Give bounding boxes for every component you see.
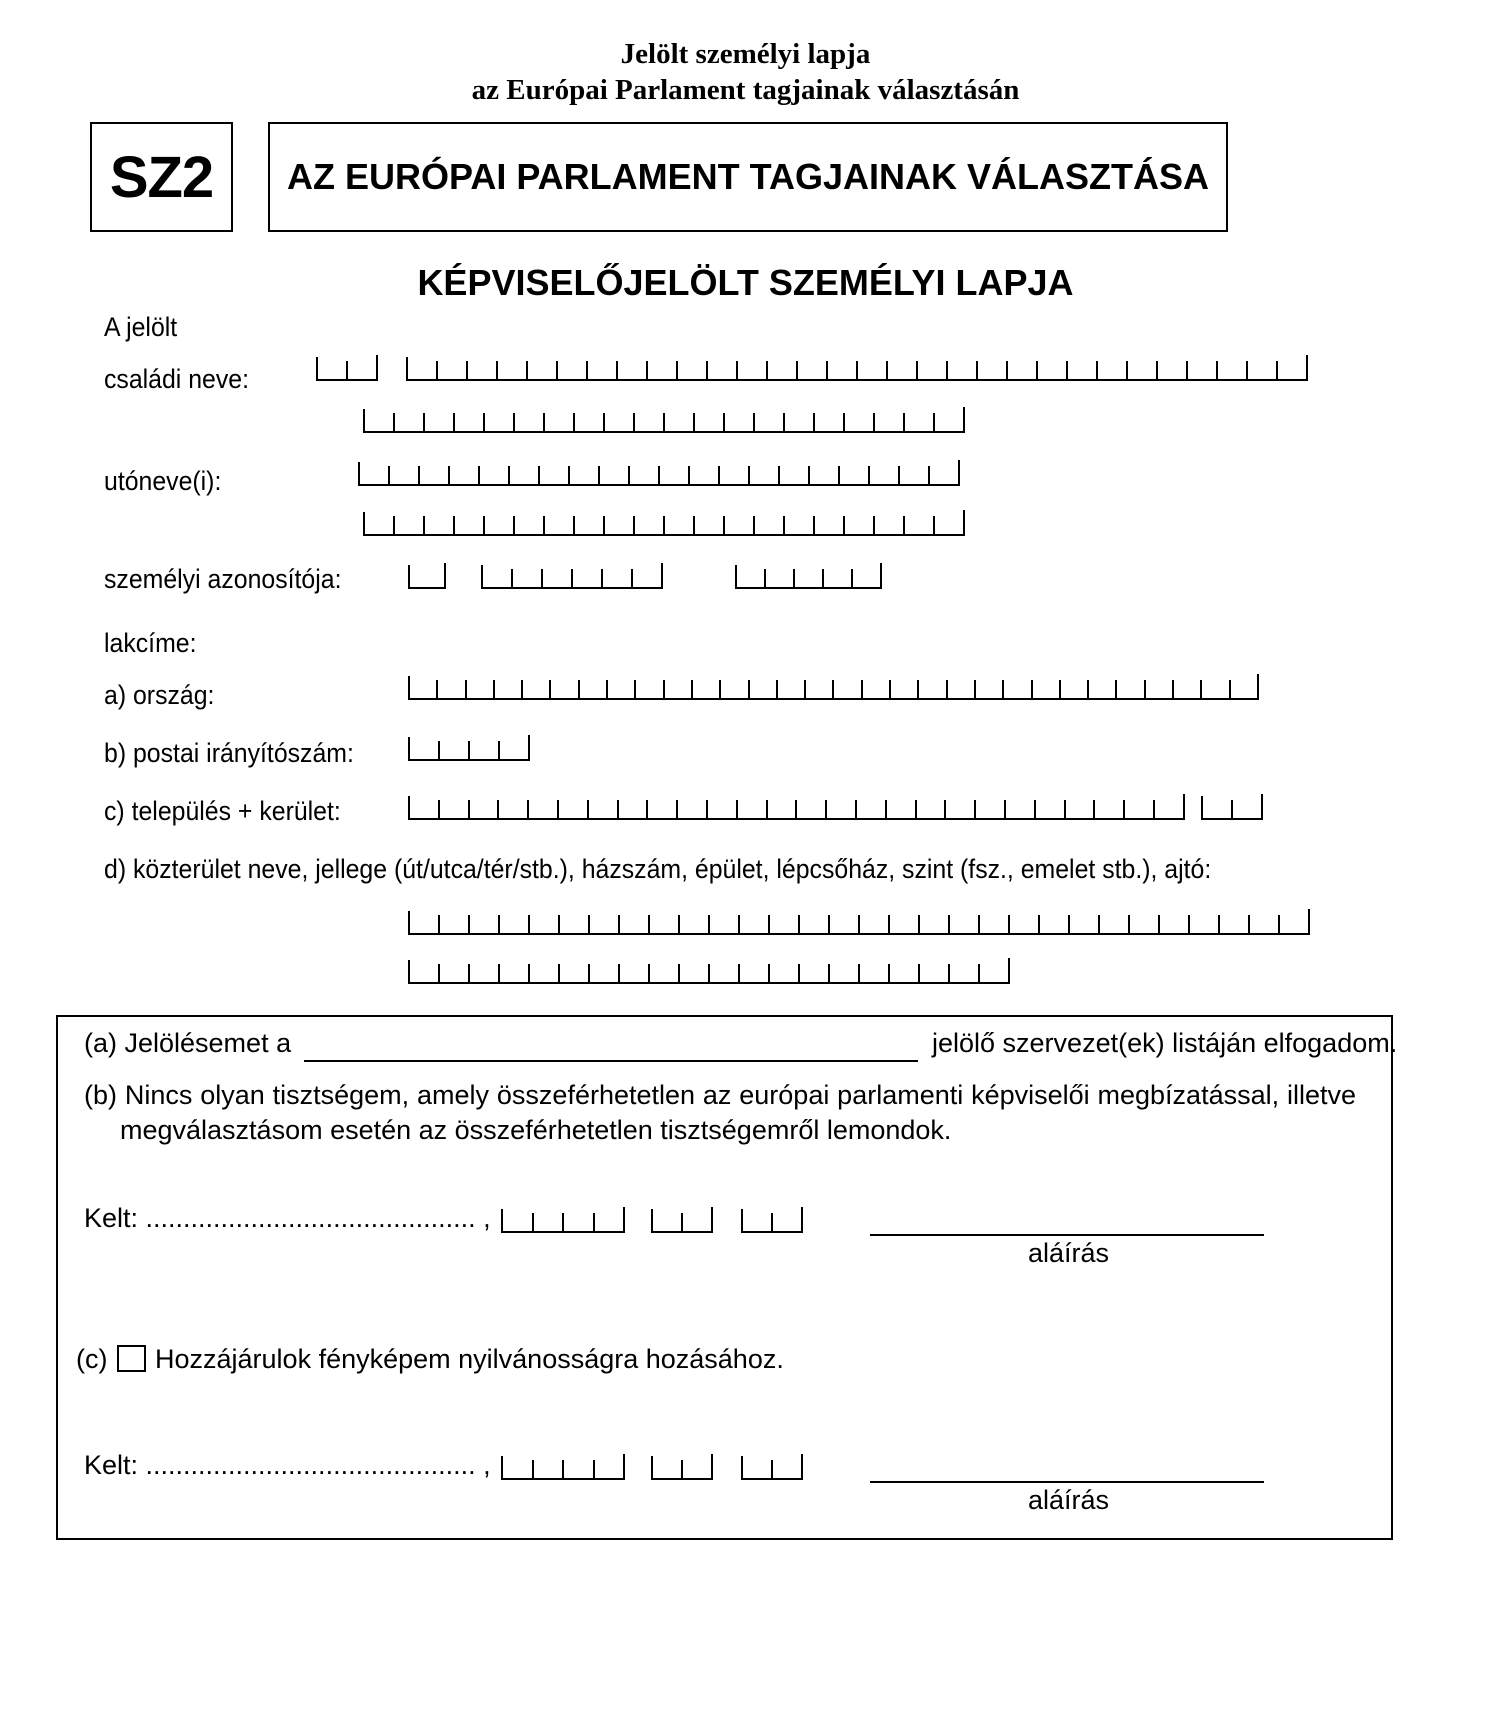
char-cell[interactable]	[635, 516, 665, 534]
char-cell[interactable]	[1006, 800, 1036, 818]
char-cell[interactable]	[810, 466, 840, 484]
char-cell[interactable]	[510, 466, 540, 484]
char-cell[interactable]	[680, 915, 710, 933]
char-cell[interactable]	[870, 466, 900, 484]
char-cell[interactable]	[815, 516, 845, 534]
char-cell[interactable]	[1231, 674, 1259, 698]
char-cell[interactable]	[725, 413, 755, 431]
char-cell[interactable]	[573, 569, 603, 587]
char-cell[interactable]	[503, 1213, 534, 1231]
form-code-box: SZ2	[90, 122, 233, 232]
signature-label-1: aláírás	[1028, 1238, 1110, 1268]
char-cell[interactable]	[785, 516, 815, 534]
char-cell[interactable]	[540, 466, 570, 484]
char-cell[interactable]	[495, 680, 523, 698]
kelt-label-2: Kelt: ............................................ ,	[84, 1450, 491, 1480]
char-cell[interactable]	[365, 413, 395, 431]
char-cell[interactable]	[708, 800, 738, 818]
given-names-label: utóneve(i):	[104, 466, 222, 496]
personal-id-cells-serial[interactable]	[735, 565, 882, 589]
char-cell[interactable]	[920, 964, 950, 982]
char-cell[interactable]	[515, 516, 545, 534]
char-cell[interactable]	[778, 680, 806, 698]
char-cell[interactable]	[455, 516, 485, 534]
char-cell[interactable]	[455, 413, 485, 431]
char-cell[interactable]	[1004, 680, 1032, 698]
char-cell[interactable]	[1100, 915, 1130, 933]
char-cell[interactable]	[410, 800, 440, 818]
char-cell[interactable]	[595, 1207, 626, 1231]
char-cell[interactable]	[408, 361, 438, 379]
char-cell[interactable]	[773, 1207, 803, 1231]
declaration-b-line2: megválasztásom esetén az összeférhetetlen tisztségemről lemondok.	[120, 1115, 952, 1145]
char-cell[interactable]	[950, 964, 980, 982]
char-cell[interactable]	[633, 563, 663, 587]
postal-code-cells[interactable]	[408, 737, 530, 761]
char-cell[interactable]	[1061, 680, 1089, 698]
char-cell[interactable]	[737, 569, 766, 587]
street-cells-row2[interactable]	[408, 960, 1010, 984]
intro-label: A jelölt	[104, 312, 178, 342]
char-cell[interactable]	[653, 1213, 683, 1231]
family-name-cells-row1[interactable]	[406, 357, 1308, 381]
char-cell[interactable]	[888, 361, 918, 379]
personal-id-cells-sex[interactable]	[408, 565, 446, 589]
char-cell[interactable]	[828, 361, 858, 379]
char-cell[interactable]	[395, 413, 425, 431]
family-name-cells-row2[interactable]	[363, 409, 965, 433]
char-cell[interactable]	[590, 964, 620, 982]
settlement-cells[interactable]	[408, 796, 1185, 820]
char-cell[interactable]	[603, 569, 633, 587]
char-cell[interactable]	[348, 355, 378, 379]
char-cell[interactable]	[976, 680, 1004, 698]
kelt-label-1: Kelt: ............................................ ,	[84, 1203, 491, 1233]
char-cell[interactable]	[680, 964, 710, 982]
signature-label-2: aláírás	[1028, 1485, 1110, 1515]
char-cell[interactable]	[678, 800, 708, 818]
char-cell[interactable]	[738, 800, 768, 818]
char-cell[interactable]	[1098, 361, 1128, 379]
char-cell[interactable]	[420, 466, 450, 484]
char-cell[interactable]	[620, 915, 650, 933]
char-cell[interactable]	[529, 800, 559, 818]
char-cell[interactable]	[1095, 800, 1125, 818]
char-cell[interactable]	[653, 1460, 683, 1478]
declaration-a-suffix: jelölő szervezet(ek) listáján elfogadom.	[932, 1028, 1398, 1058]
char-cell[interactable]	[900, 466, 930, 484]
char-cell[interactable]	[480, 466, 510, 484]
char-cell[interactable]	[485, 516, 515, 534]
char-cell[interactable]	[743, 1213, 773, 1231]
char-cell[interactable]	[725, 516, 755, 534]
char-cell[interactable]	[1188, 361, 1218, 379]
char-cell[interactable]	[1233, 794, 1263, 818]
char-cell[interactable]	[887, 800, 917, 818]
date-day-cells-2[interactable]	[741, 1456, 803, 1480]
char-cell[interactable]	[678, 361, 708, 379]
form-subtitle: KÉPVISELŐJELÖLT SZEMÉLYI LAPJA	[417, 262, 1074, 303]
char-cell[interactable]	[500, 735, 530, 759]
char-cell[interactable]	[695, 516, 725, 534]
char-cell[interactable]	[523, 680, 551, 698]
char-cell[interactable]	[1202, 680, 1230, 698]
char-cell[interactable]	[845, 413, 875, 431]
char-cell[interactable]	[720, 466, 750, 484]
char-cell[interactable]	[468, 361, 498, 379]
char-cell[interactable]	[905, 413, 935, 431]
char-cell[interactable]	[564, 1460, 595, 1478]
char-cell[interactable]	[1278, 355, 1308, 379]
char-cell[interactable]	[470, 964, 500, 982]
char-cell[interactable]	[551, 680, 579, 698]
char-cell[interactable]	[840, 466, 870, 484]
char-cell[interactable]	[665, 516, 695, 534]
char-cell[interactable]	[918, 361, 948, 379]
char-cell[interactable]	[410, 915, 440, 933]
char-cell[interactable]	[1220, 915, 1250, 933]
char-cell[interactable]	[905, 516, 935, 534]
char-cell[interactable]	[470, 741, 500, 759]
char-cell[interactable]	[498, 361, 528, 379]
char-cell[interactable]	[470, 915, 500, 933]
char-cell[interactable]	[483, 569, 513, 587]
char-cell[interactable]	[1089, 680, 1117, 698]
char-cell[interactable]	[564, 1213, 595, 1231]
char-cell[interactable]	[1066, 800, 1096, 818]
char-cell[interactable]	[1248, 361, 1278, 379]
char-cell[interactable]	[440, 800, 470, 818]
char-cell[interactable]	[710, 964, 740, 982]
char-cell[interactable]	[978, 361, 1008, 379]
char-cell[interactable]	[834, 680, 862, 698]
char-cell[interactable]	[930, 460, 960, 484]
char-cell[interactable]	[950, 915, 980, 933]
char-cell[interactable]	[935, 407, 965, 431]
char-cell[interactable]	[619, 800, 649, 818]
char-cell[interactable]	[410, 680, 438, 698]
date-year-cells-1[interactable]	[501, 1209, 625, 1233]
char-cell[interactable]	[798, 361, 828, 379]
char-cell[interactable]	[588, 361, 618, 379]
date-month-cells-1[interactable]	[651, 1209, 713, 1233]
char-cell[interactable]	[608, 680, 636, 698]
char-cell[interactable]	[863, 680, 891, 698]
char-cell[interactable]	[740, 915, 770, 933]
char-cell[interactable]	[919, 680, 947, 698]
char-cell[interactable]	[1155, 794, 1185, 818]
char-cell[interactable]	[824, 569, 853, 587]
date-day-cells-1[interactable]	[741, 1209, 803, 1233]
char-cell[interactable]	[815, 413, 845, 431]
date-month-cells-2[interactable]	[651, 1456, 713, 1480]
char-cell[interactable]	[425, 413, 455, 431]
char-cell[interactable]	[318, 361, 348, 379]
char-cell[interactable]	[1040, 915, 1070, 933]
char-cell[interactable]	[800, 915, 830, 933]
char-cell[interactable]	[721, 680, 749, 698]
char-cell[interactable]	[853, 563, 882, 587]
char-cell[interactable]	[1190, 915, 1220, 933]
char-cell[interactable]	[743, 1460, 773, 1478]
char-cell[interactable]	[980, 958, 1010, 982]
char-cell[interactable]	[595, 1454, 626, 1478]
char-cell[interactable]	[785, 413, 815, 431]
char-cell[interactable]	[738, 361, 768, 379]
country-label: a) ország:	[104, 680, 215, 710]
declaration-c-prefix: (c)	[76, 1344, 108, 1374]
family-name-label: családi neve:	[104, 364, 250, 394]
char-cell[interactable]	[558, 361, 588, 379]
char-cell[interactable]	[710, 915, 740, 933]
char-cell[interactable]	[695, 413, 725, 431]
char-cell[interactable]	[800, 964, 830, 982]
char-cell[interactable]	[806, 680, 834, 698]
char-cell[interactable]	[830, 964, 860, 982]
char-cell[interactable]	[708, 361, 738, 379]
char-cell[interactable]	[890, 964, 920, 982]
char-cell[interactable]	[648, 361, 678, 379]
char-cell[interactable]	[755, 516, 785, 534]
address-label: lakcíme:	[104, 628, 197, 658]
char-cell[interactable]	[948, 680, 976, 698]
char-cell[interactable]	[665, 680, 693, 698]
declaration-b-line1: (b) Nincs olyan tisztségem, amely összeférhetetlen az európai parlamenti képviselői megbízatással, illetve	[84, 1080, 1356, 1110]
char-cell[interactable]	[515, 413, 545, 431]
postal-code-label: b) postai irányítószám:	[104, 738, 354, 768]
char-cell[interactable]	[500, 964, 530, 982]
char-cell[interactable]	[530, 915, 560, 933]
char-cell[interactable]	[503, 1460, 534, 1478]
char-cell[interactable]	[946, 800, 976, 818]
char-cell[interactable]	[560, 915, 590, 933]
char-cell[interactable]	[1036, 800, 1066, 818]
char-cell[interactable]	[395, 516, 425, 534]
char-cell[interactable]	[1070, 915, 1100, 933]
char-cell[interactable]	[650, 915, 680, 933]
char-cell[interactable]	[875, 413, 905, 431]
char-cell[interactable]	[545, 413, 575, 431]
char-cell[interactable]	[1008, 361, 1038, 379]
char-cell[interactable]	[1250, 915, 1280, 933]
char-cell[interactable]	[795, 569, 824, 587]
char-cell[interactable]	[683, 1454, 713, 1478]
char-cell[interactable]	[390, 466, 420, 484]
char-cell[interactable]	[513, 569, 543, 587]
char-cell[interactable]	[1158, 361, 1188, 379]
street-label: d) közterület neve, jellege (út/utca/tér/stb.), házszám, épület, lépcsőház, szint (fsz., emelet stb.), ajtó:	[104, 854, 1212, 884]
char-cell[interactable]	[665, 413, 695, 431]
personal-id-cells-birthdate[interactable]	[481, 565, 663, 589]
char-cell[interactable]	[499, 800, 529, 818]
photo-consent-checkbox[interactable]	[117, 1345, 146, 1372]
char-cell[interactable]	[580, 680, 608, 698]
char-cell[interactable]	[827, 800, 857, 818]
char-cell[interactable]	[630, 466, 660, 484]
signature-line-1[interactable]	[870, 1232, 1264, 1236]
char-cell[interactable]	[365, 516, 395, 534]
char-cell[interactable]	[467, 680, 495, 698]
char-cell[interactable]	[528, 361, 558, 379]
char-cell[interactable]	[559, 800, 589, 818]
char-cell[interactable]	[410, 741, 440, 759]
char-cell[interactable]	[766, 569, 795, 587]
char-cell[interactable]	[438, 680, 466, 698]
char-cell[interactable]	[750, 466, 780, 484]
char-cell[interactable]	[948, 361, 978, 379]
char-cell[interactable]	[560, 964, 590, 982]
char-cell[interactable]	[1125, 800, 1155, 818]
char-cell[interactable]	[1068, 361, 1098, 379]
given-names-cells-row1[interactable]	[358, 462, 960, 486]
char-cell[interactable]	[485, 413, 515, 431]
personal-id-label: személyi azonosítója:	[104, 564, 342, 594]
document-header-line1: Jelölt személyi lapja	[620, 38, 871, 70]
char-cell[interactable]	[620, 964, 650, 982]
char-cell[interactable]	[450, 466, 480, 484]
char-cell[interactable]	[648, 800, 678, 818]
char-cell[interactable]	[1174, 680, 1202, 698]
date-year-cells-2[interactable]	[501, 1456, 625, 1480]
char-cell[interactable]	[1203, 800, 1233, 818]
char-cell[interactable]	[1218, 361, 1248, 379]
char-cell[interactable]	[534, 1460, 565, 1478]
char-cell[interactable]	[890, 915, 920, 933]
char-cell[interactable]	[1010, 915, 1040, 933]
char-cell[interactable]	[773, 1454, 803, 1478]
char-cell[interactable]	[575, 516, 605, 534]
char-cell[interactable]	[545, 516, 575, 534]
char-cell[interactable]	[858, 361, 888, 379]
declaration-c-text: Hozzájárulok fényképem nyilvánosságra hozásához.	[155, 1344, 784, 1374]
form-title-box: AZ EURÓPAI PARLAMENT TAGJAINAK VÁLASZTÁSA	[268, 122, 1228, 232]
char-cell[interactable]	[891, 680, 919, 698]
char-cell[interactable]	[636, 680, 664, 698]
char-cell[interactable]	[440, 964, 470, 982]
char-cell[interactable]	[693, 680, 721, 698]
char-cell[interactable]	[589, 800, 619, 818]
char-cell[interactable]	[1128, 361, 1158, 379]
char-cell[interactable]	[830, 915, 860, 933]
char-cell[interactable]	[1130, 915, 1160, 933]
given-names-cells-row2[interactable]	[363, 512, 965, 536]
char-cell[interactable]	[660, 466, 690, 484]
char-cell[interactable]	[857, 800, 887, 818]
organization-name-line[interactable]	[304, 1058, 918, 1062]
char-cell[interactable]	[1160, 915, 1190, 933]
char-cell[interactable]	[534, 1213, 565, 1231]
char-cell[interactable]	[635, 413, 665, 431]
signature-line-2[interactable]	[870, 1479, 1264, 1483]
char-cell[interactable]	[750, 680, 778, 698]
char-cell[interactable]	[976, 800, 1006, 818]
char-cell[interactable]	[575, 413, 605, 431]
char-cell[interactable]	[770, 964, 800, 982]
char-cell[interactable]	[410, 563, 446, 587]
char-cell[interactable]	[845, 516, 875, 534]
char-cell[interactable]	[590, 915, 620, 933]
char-cell[interactable]	[935, 510, 965, 534]
char-cell[interactable]	[875, 516, 905, 534]
family-name-prefix-cells[interactable]	[316, 357, 378, 381]
char-cell[interactable]	[770, 915, 800, 933]
char-cell[interactable]	[768, 361, 798, 379]
char-cell[interactable]	[980, 915, 1010, 933]
char-cell[interactable]	[690, 466, 720, 484]
char-cell[interactable]	[920, 915, 950, 933]
char-cell[interactable]	[1146, 680, 1174, 698]
char-cell[interactable]	[440, 915, 470, 933]
char-cell[interactable]	[768, 800, 798, 818]
char-cell[interactable]	[500, 915, 530, 933]
char-cell[interactable]	[650, 964, 680, 982]
char-cell[interactable]	[600, 466, 630, 484]
settlement-label: c) település + kerület:	[104, 796, 341, 826]
char-cell[interactable]	[1117, 680, 1145, 698]
char-cell[interactable]	[360, 466, 390, 484]
street-cells-row1[interactable]	[408, 911, 1310, 935]
char-cell[interactable]	[605, 516, 635, 534]
char-cell[interactable]	[618, 361, 648, 379]
document-header-line2: az Európai Parlament tagjainak választásán	[471, 74, 1020, 106]
char-cell[interactable]	[1280, 909, 1310, 933]
char-cell[interactable]	[440, 741, 470, 759]
char-cell[interactable]	[740, 964, 770, 982]
char-cell[interactable]	[570, 466, 600, 484]
char-cell[interactable]	[860, 964, 890, 982]
char-cell[interactable]	[530, 964, 560, 982]
char-cell[interactable]	[1033, 680, 1061, 698]
char-cell[interactable]	[917, 800, 947, 818]
char-cell[interactable]	[543, 569, 573, 587]
char-cell[interactable]	[755, 413, 785, 431]
char-cell[interactable]	[780, 466, 810, 484]
char-cell[interactable]	[410, 964, 440, 982]
char-cell[interactable]	[797, 800, 827, 818]
char-cell[interactable]	[425, 516, 455, 534]
char-cell[interactable]	[605, 413, 635, 431]
char-cell[interactable]	[683, 1207, 713, 1231]
char-cell[interactable]	[470, 800, 500, 818]
declaration-a-prefix: (a) Jelölésemet a	[84, 1028, 292, 1058]
char-cell[interactable]	[860, 915, 890, 933]
country-cells[interactable]	[408, 676, 1259, 700]
district-cells[interactable]	[1201, 796, 1263, 820]
char-cell[interactable]	[438, 361, 468, 379]
char-cell[interactable]	[1038, 361, 1068, 379]
